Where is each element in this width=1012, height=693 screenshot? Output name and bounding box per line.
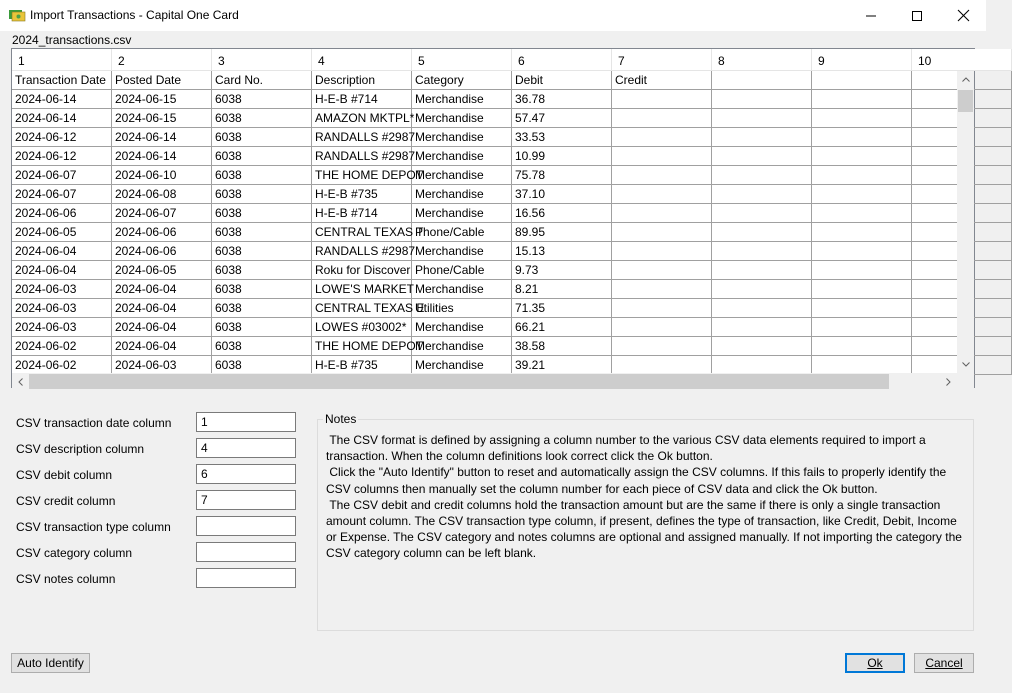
table-cell[interactable]: 2024-06-04 [112,299,212,318]
table-cell[interactable]: 57.47 [512,109,612,128]
table-cell[interactable]: 2024-06-04 [112,337,212,356]
form-field-label: CSV credit column [16,494,116,508]
table-cell[interactable]: 6038 [212,204,312,223]
table-cell[interactable]: 6038 [212,299,312,318]
column-number-input[interactable]: 6 [196,464,296,484]
table-cell[interactable]: 89.95 [512,223,612,242]
table-row[interactable] [12,185,957,204]
table-row[interactable] [12,166,957,185]
table-cell[interactable]: 6038 [212,318,312,337]
table-cell[interactable]: 6038 [212,242,312,261]
table-cell[interactable]: 2024-06-14 [112,147,212,166]
column-number-header[interactable]: 4 [312,49,412,71]
table-cell[interactable] [812,261,912,280]
column-number-input[interactable] [196,542,296,562]
table-row[interactable] [12,147,957,166]
table-cell[interactable]: 6038 [212,261,312,280]
table-cell[interactable] [712,128,812,147]
minimize-button[interactable] [848,0,894,31]
form-field-label: CSV category column [16,546,133,560]
table-cell[interactable]: 75.78 [512,166,612,185]
ok-label: Ok [867,656,883,670]
table-cell[interactable] [812,223,912,242]
table-cell[interactable]: 2024-06-06 [12,204,112,223]
table-cell[interactable]: Phone/Cable [412,261,512,280]
table-cell[interactable]: 2024-06-14 [12,109,112,128]
horizontal-scroll-thumb[interactable] [29,374,889,389]
table-cell[interactable] [712,337,812,356]
table-cell[interactable]: 2024-06-07 [12,185,112,204]
table-cell[interactable]: LOWES #03002* [312,318,412,337]
table-cell[interactable] [612,90,712,109]
table-cell[interactable]: Category [412,71,512,90]
table-cell[interactable]: 2024-06-02 [12,337,112,356]
column-number-header[interactable]: 8 [712,49,812,71]
column-number-input[interactable]: 7 [196,490,296,510]
table-cell[interactable]: 15.13 [512,242,612,261]
table-cell[interactable]: Description [312,71,412,90]
table-cell[interactable]: H-E-B #735 [312,356,412,375]
horizontal-scrollbar[interactable] [12,373,957,390]
close-button[interactable] [940,0,986,31]
table-cell[interactable] [812,128,912,147]
table-cell[interactable]: 2024-06-07 [12,166,112,185]
column-number-header[interactable]: 10 [912,49,1012,71]
ok-button[interactable] [845,653,905,673]
table-cell[interactable] [812,242,912,261]
table-cell[interactable]: 39.21 [512,356,612,375]
table-cell[interactable]: 2024-06-04 [112,318,212,337]
table-cell[interactable] [812,166,912,185]
table-cell[interactable] [812,280,912,299]
table-row[interactable] [12,204,957,223]
table-cell[interactable]: RANDALLS #2987 [312,147,412,166]
table-cell[interactable]: Merchandise [412,337,512,356]
table-cell[interactable]: 16.56 [512,204,612,223]
auto-identify-button[interactable] [11,653,90,673]
table-cell[interactable]: H-E-B #735 [312,185,412,204]
window-title: Import Transactions - Capital One Card [30,8,239,22]
table-cell[interactable]: 2024-06-04 [12,261,112,280]
grid-body [12,71,957,373]
table-row[interactable] [12,242,957,261]
form-field-label: CSV debit column [16,468,113,482]
cancel-label: Cancel [925,656,963,670]
table-cell[interactable]: 9.73 [512,261,612,280]
table-cell[interactable]: CENTRAL TEXAS E [312,299,412,318]
table-cell[interactable] [712,280,812,299]
table-cell[interactable]: 2024-06-08 [112,185,212,204]
auto-identify-label: Auto Identify [17,656,84,670]
scroll-corner [957,373,974,390]
form-field-label: CSV description column [16,442,145,456]
table-row[interactable] [12,337,957,356]
form-field-label: CSV transaction date column [16,416,172,430]
table-cell[interactable]: 2024-06-12 [12,147,112,166]
table-cell[interactable]: Credit [612,71,712,90]
table-cell[interactable]: 38.58 [512,337,612,356]
table-cell[interactable]: 33.53 [512,128,612,147]
table-cell[interactable]: RANDALLS #2987 [312,242,412,261]
table-cell[interactable]: AMAZON MKTPL* [312,109,412,128]
form-field-label: CSV transaction type column [16,520,171,534]
table-cell[interactable] [812,337,912,356]
column-number-header[interactable]: 2 [112,49,212,71]
file-name-label: 2024_transactions.csv [12,33,132,47]
table-cell[interactable] [812,204,912,223]
table-cell[interactable] [612,299,712,318]
table-cell[interactable] [712,261,812,280]
table-row[interactable] [12,90,957,109]
table-cell[interactable]: Merchandise [412,318,512,337]
table-cell[interactable]: Card No. [212,71,312,90]
table-cell[interactable] [712,242,812,261]
table-row[interactable] [12,223,957,242]
table-row[interactable] [12,261,957,280]
table-cell[interactable]: H-E-B #714 [312,204,412,223]
table-cell[interactable]: 6038 [212,90,312,109]
table-cell[interactable] [712,223,812,242]
table-cell[interactable]: Merchandise [412,185,512,204]
table-cell[interactable] [612,204,712,223]
form-field-label: CSV notes column [16,572,116,586]
table-cell[interactable]: 2024-06-15 [112,90,212,109]
table-cell[interactable]: 2024-06-03 [112,356,212,375]
table-cell[interactable]: H-E-B #714 [312,90,412,109]
maximize-icon [912,11,922,21]
table-row[interactable] [12,128,957,147]
table-cell[interactable] [612,166,712,185]
table-cell[interactable] [612,242,712,261]
table-cell[interactable]: 2024-06-06 [112,242,212,261]
scroll-up-icon[interactable] [957,71,974,88]
table-cell[interactable]: 2024-06-04 [12,242,112,261]
table-cell[interactable]: Merchandise [412,128,512,147]
table-row[interactable] [12,318,957,337]
table-cell[interactable]: 6038 [212,280,312,299]
table-cell[interactable]: 2024-06-14 [112,128,212,147]
table-cell[interactable]: 8.21 [512,280,612,299]
table-cell[interactable]: 6038 [212,166,312,185]
table-row[interactable] [12,299,957,318]
vertical-scrollbar[interactable] [957,71,974,373]
table-cell[interactable]: 6038 [212,185,312,204]
table-cell[interactable]: Merchandise [412,280,512,299]
table-cell[interactable]: Merchandise [412,147,512,166]
table-cell[interactable]: THE HOME DEPOT [312,337,412,356]
table-cell[interactable] [712,109,812,128]
column-number-header[interactable]: 1 [12,49,112,71]
vertical-scroll-thumb[interactable] [958,90,973,112]
table-cell[interactable]: Roku for Discover [312,261,412,280]
title-bar [0,0,986,31]
scroll-left-icon[interactable] [12,373,29,390]
table-cell[interactable]: 2024-06-03 [12,280,112,299]
table-cell[interactable]: Debit [512,71,612,90]
table-row[interactable] [12,280,957,299]
column-number-header[interactable]: 3 [212,49,312,71]
table-cell[interactable]: Merchandise [412,166,512,185]
table-cell[interactable]: Merchandise [412,90,512,109]
csv-header-row[interactable] [12,71,957,90]
table-row[interactable] [12,109,957,128]
table-cell[interactable] [612,109,712,128]
table-cell[interactable]: 2024-06-05 [112,261,212,280]
table-cell[interactable]: LOWE'S MARKET [312,280,412,299]
table-cell[interactable]: 66.21 [512,318,612,337]
table-cell[interactable]: 2024-06-04 [112,280,212,299]
table-cell[interactable] [712,299,812,318]
table-cell[interactable]: Merchandise [412,356,512,375]
close-icon [958,10,969,21]
table-cell[interactable]: 37.10 [512,185,612,204]
table-cell[interactable] [612,185,712,204]
table-cell[interactable]: 2024-06-06 [112,223,212,242]
table-cell[interactable] [612,128,712,147]
table-cell[interactable]: Phone/Cable [412,223,512,242]
table-cell[interactable]: 2024-06-12 [12,128,112,147]
table-cell[interactable]: 71.35 [512,299,612,318]
table-cell[interactable]: 2024-06-15 [112,109,212,128]
scroll-down-icon[interactable] [957,356,974,373]
table-cell[interactable] [712,204,812,223]
table-cell[interactable]: THE HOME DEPOT [312,166,412,185]
table-cell[interactable]: 6038 [212,109,312,128]
table-cell[interactable]: Merchandise [412,109,512,128]
csv-data-grid[interactable] [11,48,975,388]
notes-text: The CSV format is defined by assigning a column number to the various CSV data elements required to import a transaction. When the column definitions look correct click the Ok button. Click the "Auto Identify" button to reset and automatically assign the CSV columns. If this fails to properly identify the CSV columns then manually set the column number for each piece of CSV data and click the Ok button. The CSV debit and credit columns hold the transaction amount but are the same if there is only a single transaction amount column. The CSV transaction type column, if present, defines the type of transaction, like Credit, Debit, Income or Expense. The CSV category and notes columns are optional and assigned manually. If not importing the category the CSV category column can be left blank. [326,433,962,561]
column-number-header[interactable]: 7 [612,49,712,71]
table-cell[interactable]: 2024-06-05 [12,223,112,242]
table-cell[interactable]: Utilities [412,299,512,318]
minimize-icon [866,11,876,21]
table-cell[interactable] [812,71,912,90]
table-cell[interactable]: 6038 [212,337,312,356]
cancel-button[interactable] [914,653,974,673]
table-cell[interactable]: 2024-06-03 [12,299,112,318]
table-cell[interactable] [612,337,712,356]
table-cell[interactable] [812,299,912,318]
table-cell[interactable]: CENTRAL TEXAS T [312,223,412,242]
table-cell[interactable]: 2024-06-07 [112,204,212,223]
table-cell[interactable]: 2024-06-10 [112,166,212,185]
table-cell[interactable]: 2024-06-03 [12,318,112,337]
table-cell[interactable]: 2024-06-14 [12,90,112,109]
table-cell[interactable]: RANDALLS #2987 [312,128,412,147]
table-cell[interactable]: Merchandise [412,242,512,261]
scroll-right-icon[interactable] [940,373,957,390]
table-cell[interactable]: Transaction Date [12,71,112,90]
table-cell[interactable] [612,261,712,280]
column-number-input[interactable]: 1 [196,412,296,432]
table-cell[interactable]: 6038 [212,356,312,375]
column-number-input[interactable]: 4 [196,438,296,458]
maximize-button[interactable] [894,0,940,31]
table-cell[interactable]: 6038 [212,223,312,242]
column-number-header[interactable]: 9 [812,49,912,71]
table-cell[interactable] [612,147,712,166]
table-cell[interactable] [712,185,812,204]
money-icon [9,8,25,22]
column-header-row [12,49,957,71]
notes-legend: Notes [325,412,357,426]
table-cell[interactable]: 36.78 [512,90,612,109]
table-cell[interactable] [812,90,912,109]
table-cell[interactable] [812,318,912,337]
table-cell[interactable] [712,318,812,337]
table-cell[interactable]: 2024-06-02 [12,356,112,375]
column-number-header[interactable]: 5 [412,49,512,71]
table-cell[interactable] [812,109,912,128]
table-cell[interactable] [812,147,912,166]
table-cell[interactable] [712,166,812,185]
table-cell[interactable] [712,147,812,166]
table-cell[interactable]: 6038 [212,147,312,166]
table-cell[interactable] [612,280,712,299]
table-cell[interactable] [612,318,712,337]
table-cell[interactable]: Posted Date [112,71,212,90]
table-cell[interactable]: Merchandise [412,204,512,223]
column-number-header[interactable]: 6 [512,49,612,71]
table-cell[interactable] [712,71,812,90]
table-cell[interactable]: 10.99 [512,147,612,166]
column-number-input[interactable] [196,516,296,536]
column-number-input[interactable] [196,568,296,588]
table-cell[interactable] [612,223,712,242]
table-cell[interactable]: 6038 [212,128,312,147]
table-cell[interactable] [812,185,912,204]
table-cell[interactable] [712,90,812,109]
